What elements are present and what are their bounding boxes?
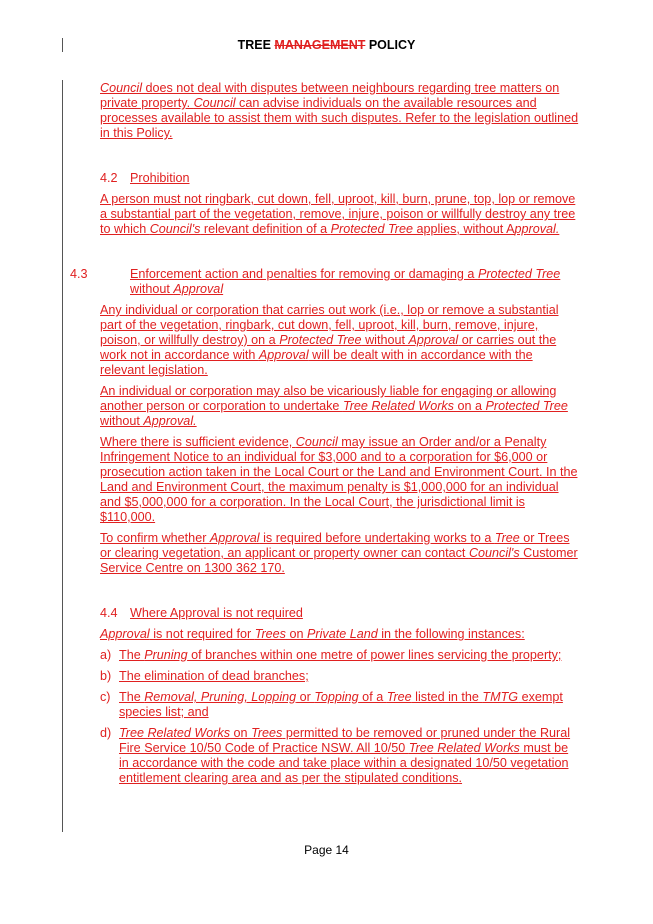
page-header: TREE MANAGEMENT POLICY [237,38,416,52]
section-4-4-heading: 4.4 Where Approval is not required [100,606,303,620]
list-item-b: b) The elimination of dead branches; [100,669,309,683]
section-4-3-paragraph-1: Any individual or corporation that carries out work (i.e., lop or remove a substantial part of the vegetation, ringbark, cut down, fell, uproot, kill, burn, remove, injure, poison, or willfully destroy) on a Protected Tree without Approval or carries out the work not in accordance with Approval will be dealt with in accordance with the relevant legislation. [100,303,559,377]
revision-bar-main [62,80,63,832]
page-number: Page 14 [304,843,349,857]
section-4-3-paragraph-2: An individual or corporation may also be vicariously liable for engaging or allowing another person or corporation to undertake Tree Related Works on a Protected Tree without Approval. [100,384,568,428]
section-4-2-paragraph: A person must not ringbark, cut down, fell, uproot, kill, burn, prune, top, lop or remove a substantial part of the vegetation, remove, injure, poison or willfully destroy any tree to which Council's relevant definition of a Protected Tree applies, without Approval. [100,192,576,236]
list-item-d: d) Tree Related Works on Trees permitted to be removed or pruned under the Rural Fire Service 10/50 Code of Practice NSW. All 10/50 Tree Related Works must be in accordance with the code and take place within a designated 10/50 vegetation entitlement clearing area and as per the stipulated conditions. [100,726,571,785]
section-4-3-heading: 4.3 Enforcement action and penalties for removing or damaging a Protected Tree without Approval [70,267,561,296]
header-struck-word: MANAGEMENT [274,38,366,52]
section-4-2-heading: 4.2 Prohibition [100,171,190,185]
section-4-4-intro: Approval is not required for Trees on Private Land in the following instances: [100,627,525,641]
list-item-a: a) The Pruning of branches within one metre of power lines servicing the property; [100,648,562,662]
intro-paragraph: Council does not deal with disputes between neighbours regarding tree matters on private property. Council can advise individuals on the available resources and processes available to assist them with such disputes. Refer to the legislation outlined in this Policy. [100,81,579,140]
page-body [70,81,580,786]
section-4-3-paragraph-3: Where there is sufficient evidence, Council may issue an Order and/or a Penalty Infringement Notice to an individual for $3,000 and to a corporation for $6,000 or prosecution action taken in the Local Court or the Land and Environment Court. In the Land and Environment Court, the maximum penalty is $1,000,000 for an individual and $5,000,000 for a corporation. In the Local Court, the jurisdictional limit is $110,000. [100,435,578,524]
list-item-c: c) The Removal, Pruning, Lopping or Topping of a Tree listed in the TMTG exempt species list; and [100,690,563,719]
section-4-3-paragraph-4: To confirm whether Approval is required before undertaking works to a Tree or Trees or clearing vegetation, an applicant or property owner can contact Council's Customer Service Centre on 1300 362 170. [100,531,578,575]
